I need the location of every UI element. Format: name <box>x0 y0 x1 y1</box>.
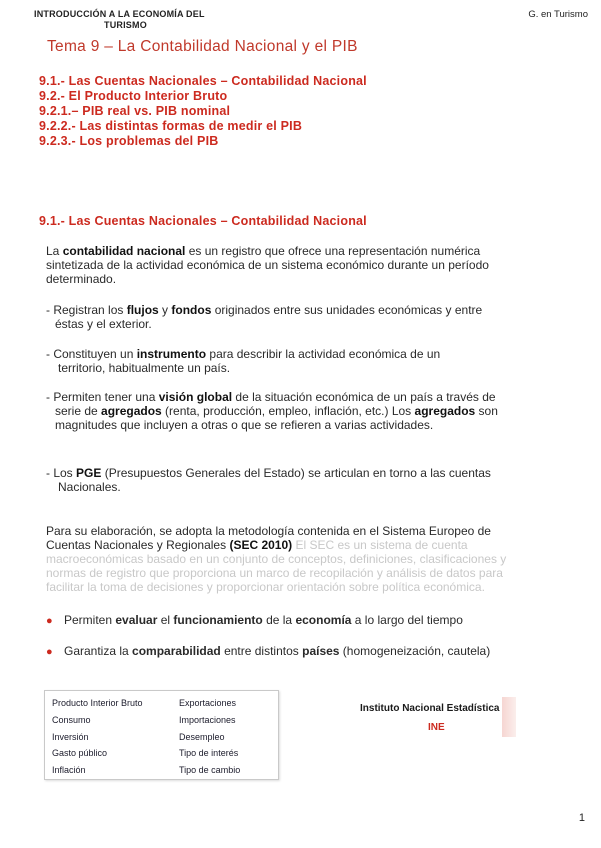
ine-logo-mark-icon <box>502 697 516 737</box>
aggregates-table <box>44 690 279 780</box>
aggregate-item: Producto Interior Bruto <box>52 698 143 708</box>
term-contabilidad-nacional: contabilidad nacional <box>62 244 186 258</box>
toc-item: 9.1.- Las Cuentas Nacionales – Contabilidad Nacional <box>39 74 367 88</box>
aggregates-col-1 <box>52 695 143 779</box>
aggregate-item: Gasto público <box>52 748 108 759</box>
page-number: 1 <box>578 812 585 824</box>
degree-label: G. en Turismo <box>528 9 588 20</box>
aggregate-item: Importaciones <box>179 714 236 725</box>
bullet-flujos-fondos: - Registran los flujos y fondos originados entre sus unidades económicas y entre éstas y el exterior. <box>46 303 483 331</box>
toc-item: 9.2.- El Producto Interior Bruto <box>39 89 228 103</box>
ine-title: Instituto Nacional Estadística <box>360 703 500 714</box>
aggregate-item: Desempleo <box>179 731 225 742</box>
sec-2010: (SEC 2010) <box>229 538 293 552</box>
aggregate-item: Consumo <box>52 714 91 725</box>
aggregate-item: Tipo de cambio <box>179 765 241 776</box>
aggregate-item: Inversión <box>52 731 89 742</box>
course-header-line2: TURISMO <box>104 20 147 30</box>
bullet-instrumento: - Constituyen un instrumento para describir la actividad económica de un territorio, habitualmente un país. <box>46 347 441 375</box>
table-of-contents <box>39 74 367 149</box>
aggregate-item: Exportaciones <box>179 698 237 708</box>
ine-logo <box>355 697 525 742</box>
bullet-dot-icon: ● <box>46 615 53 627</box>
toc-item: 9.2.2.- Las distintas formas de medir el PIB <box>39 119 303 133</box>
page-title: Tema 9 – La Contabilidad Nacional y el PIB <box>47 38 358 55</box>
bullet-pge: - Los PGE (Presupuestos Generales del Estado) se articulan en torno a las cuentas Nacionales. <box>46 466 491 494</box>
aggregates-col-2 <box>179 695 240 779</box>
toc-item: 9.2.3.- Los problemas del PIB <box>39 134 219 148</box>
section-heading: 9.1.- Las Cuentas Nacionales – Contabilidad Nacional <box>39 214 367 228</box>
bullet-dot-icon: ● <box>46 646 53 658</box>
aggregate-item: Inflación <box>52 765 86 776</box>
dot-item-comparabilidad: ● Garantiza la comparabilidad entre distintos países (homogeneización, cautela) <box>46 644 491 658</box>
course-header-line1: INTRODUCCIÓN A LA ECONOMÍA DEL <box>34 9 205 19</box>
dot-item-evaluar: ● Permiten evaluar el funcionamiento de la economía a lo largo del tiempo <box>46 613 463 627</box>
sec-paragraph: Para su elaboración, se adopta la metodología contenida en el Sistema Europeo de Cuentas Nacionales y Regionales (SEC 2010) El SEC es un sistema de cuenta macroeconómicas basado en un conjunto de conceptos, definiciones, clasificaciones y normas de registro que proporciona un marco de recopilación y análisis de datos para facilitar la toma de decisiones y proporcionar orientación sobre política económica. <box>46 524 507 594</box>
course-header <box>34 9 205 30</box>
aggregate-item: Tipo de interés <box>179 748 239 759</box>
intro-paragraph: La contabilidad nacional es un registro que ofrece una representación numérica sintetizada de la actividad económica de un sistema económico durante un período determinado. <box>46 244 489 286</box>
toc-item: 9.2.1.– PIB real vs. PIB nominal <box>39 104 231 118</box>
ine-abbr: INE <box>428 722 445 733</box>
bullet-vision-global: - Permiten tener una visión global de la situación económica de un país a través de serie de agregados (renta, producción, empleo, inflación, etc.) Los agregados son magnitudes que incluyen a otras o que se refieren a varias actividades. <box>46 390 498 432</box>
